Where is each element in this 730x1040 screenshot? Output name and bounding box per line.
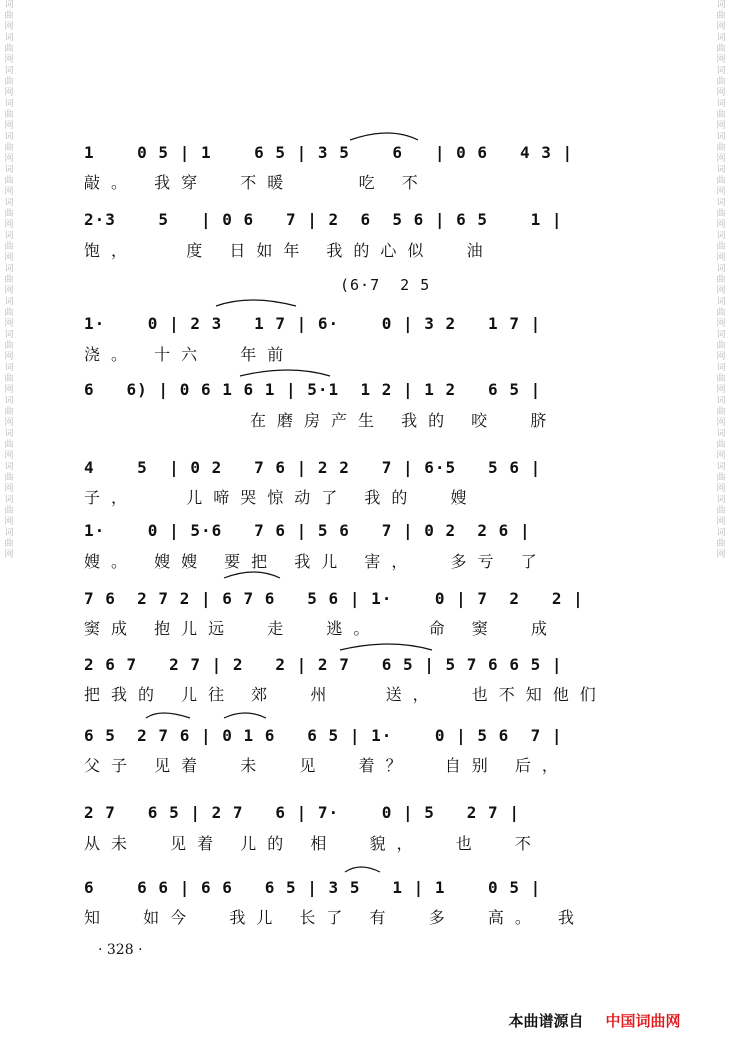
- lyric-line: 窦成 抱儿远 走 逃。 命 窦 成: [84, 619, 558, 638]
- notation-line: 1· 0 | 5·6 7 6 | 5 6 7 | 0 2 2 6 |: [84, 521, 531, 540]
- notation-line: 6 6 6 | 6 6 6 5 | 3 5 1 | 1 0 5 |: [84, 878, 542, 897]
- notation-line: 2·3 5 | 0 6 7 | 2 6 5 6 | 6 5 1 |: [84, 210, 563, 229]
- notation-line: 6 5 2 7 6 | 0 1 6 6 5 | 1· 0 | 5 6 7 |: [84, 726, 563, 745]
- source-credit: [498, 992, 680, 1031]
- notation-line: 2 6 7 2 7 | 2 2 | 2 7 6 5 | 5 7 6 6 5 |: [84, 655, 563, 674]
- lyric-line: 子， 儿啼哭惊动了 我的 嫂: [84, 488, 478, 507]
- notation-line: 6 6) | 0 6 1 6 1 | 5·1 1 2 | 1 2 6 5 |: [84, 380, 542, 399]
- source-label: 本曲谱源自: [508, 1012, 584, 1030]
- lyric-line: 饱， 度 日如年 我的心似 油: [84, 241, 494, 260]
- prefix-notation: (6·7 2 5: [340, 276, 431, 294]
- lyric-line: 浇。 十六 年前: [84, 345, 295, 364]
- lyric-line: 嫂。 嫂嫂 要把 我儿 害， 多亏 了: [84, 552, 548, 571]
- source-brand: 中国词曲网: [605, 1012, 681, 1030]
- watermark-right: 词曲网词曲网词曲网词曲网词曲网词曲网词曲网词曲网词曲网词曲网词曲网词曲网词曲网词曲网词曲网词曲网词曲网: [716, 0, 726, 560]
- lyric-line: 知 如今 我儿 长了 有 多 高。 我: [84, 908, 585, 927]
- notation-line: 1· 0 | 2 3 1 7 | 6· 0 | 3 2 1 7 |: [84, 314, 542, 333]
- lyric-line: 在磨房产生 我的 咬 脐: [250, 411, 558, 430]
- notation-line: 4 5 | 0 2 7 6 | 2 2 7 | 6·5 5 6 |: [84, 458, 542, 477]
- page-number: · 328 ·: [98, 942, 143, 958]
- watermark-left: 词曲网词曲网词曲网词曲网词曲网词曲网词曲网词曲网词曲网词曲网词曲网词曲网词曲网词曲网词曲网词曲网词曲网: [4, 0, 14, 560]
- lyric-line: 从未 见着 儿的 相 貌， 也 不: [84, 834, 542, 853]
- notation-line: 7 6 2 7 2 | 6 7 6 5 6 | 1· 0 | 7 2 2 |: [84, 589, 584, 608]
- lyric-line: 把我的 儿往 郊 州 送， 也不知他们: [84, 685, 607, 704]
- notation-line: 2 7 6 5 | 2 7 6 | 7· 0 | 5 2 7 |: [84, 803, 520, 822]
- notation-line: 1 0 5 | 1 6 5 | 3 5 6 | 0 6 4 3 |: [84, 143, 574, 162]
- lyric-line: 敲。 我穿 不暖 吃 不: [84, 173, 429, 192]
- lyric-line: 父子 见着 未 见 着？ 自别 后，: [84, 756, 569, 775]
